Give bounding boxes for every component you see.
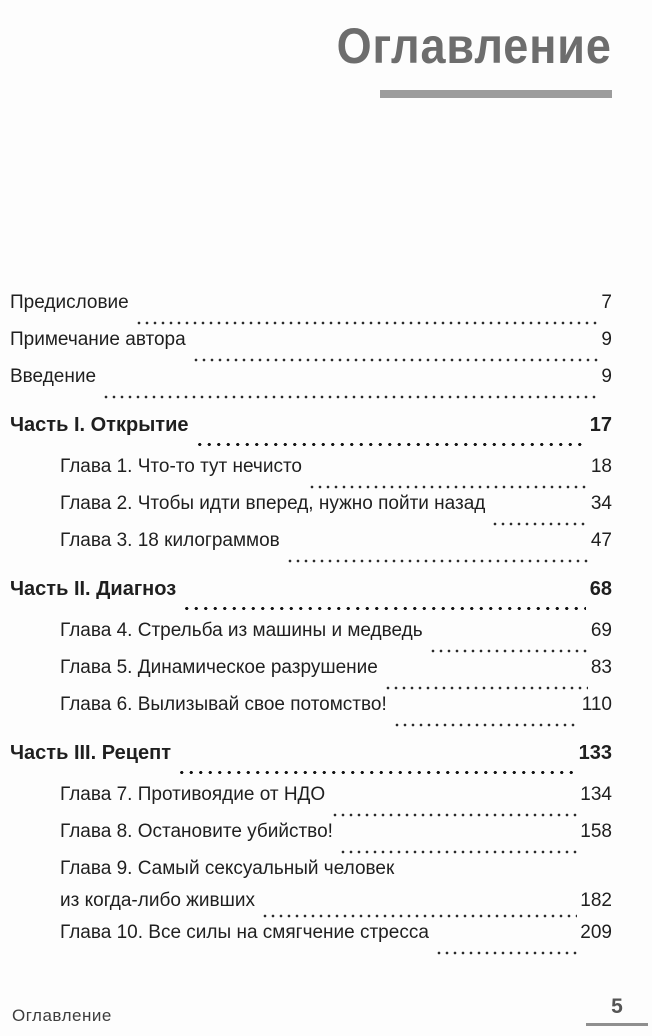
page-title: Оглавление bbox=[336, 18, 612, 74]
dot-leader bbox=[393, 723, 579, 727]
toc-entry-label: Глава 2. Чтобы идти вперед, нужно пойти назад bbox=[60, 493, 486, 514]
toc-part-3-heading bbox=[10, 742, 612, 779]
toc-entry-page: 83 bbox=[590, 657, 612, 678]
toc-entry-page: 158 bbox=[580, 821, 612, 842]
toc-entry-authors-note bbox=[10, 329, 612, 366]
title-rule bbox=[380, 90, 612, 98]
toc-entry-chapter-1 bbox=[60, 456, 612, 493]
toc-entry-preface bbox=[10, 292, 612, 329]
toc-entry-page: 110 bbox=[581, 694, 612, 715]
dot-leader bbox=[429, 649, 588, 653]
dot-leader bbox=[182, 606, 586, 611]
toc-entry-label: Глава 1. Что-то тут нечисто bbox=[60, 456, 302, 477]
toc-entry-label: Глава 8. Остановите убийство! bbox=[60, 821, 333, 842]
toc-entry-chapter-10 bbox=[60, 922, 612, 959]
toc-entry-label-continuation: из когда-либо живших bbox=[60, 890, 255, 911]
toc-entry-chapter-4 bbox=[60, 620, 612, 657]
toc-entry-chapter-9-line1 bbox=[60, 858, 612, 890]
dot-leader bbox=[177, 770, 575, 775]
toc-part-page: 68 bbox=[589, 578, 612, 600]
toc-part-1-heading bbox=[10, 414, 612, 451]
toc-entry-chapter-9-line2 bbox=[60, 890, 612, 922]
toc-part-2-chapters bbox=[10, 620, 612, 731]
dot-leader bbox=[339, 850, 577, 854]
footer-page-number: 5 bbox=[586, 995, 648, 1026]
toc-entry-label: Глава 5. Динамическое разрушение bbox=[60, 657, 378, 678]
dot-leader bbox=[195, 442, 586, 447]
toc-entry-chapter-3 bbox=[60, 530, 612, 567]
toc-part-label: Часть III. Рецепт bbox=[10, 742, 171, 764]
dot-leader bbox=[192, 358, 599, 362]
toc-entry-label: Глава 10. Все силы на смягчение стресса bbox=[60, 922, 429, 943]
toc-entry-label: Глава 6. Вылизывай свое потомство! bbox=[60, 694, 387, 715]
toc-entry-page: 9 bbox=[601, 329, 612, 350]
page-footer bbox=[12, 995, 648, 1026]
toc-entry-chapter-7 bbox=[60, 784, 612, 821]
dot-leader bbox=[102, 395, 598, 399]
dot-leader bbox=[331, 813, 577, 817]
toc-entry-page: 182 bbox=[580, 890, 612, 911]
dot-leader bbox=[286, 559, 588, 563]
toc-entry-label: Глава 4. Стрельба из машины и медведь bbox=[60, 620, 423, 641]
toc-part-page: 133 bbox=[578, 742, 612, 764]
page-header bbox=[306, 16, 612, 98]
toc-entry-label: Примечание автора bbox=[10, 329, 186, 350]
toc-entry-introduction bbox=[10, 366, 612, 403]
dot-leader bbox=[384, 686, 588, 690]
toc-part-1-chapters bbox=[10, 456, 612, 567]
toc-entry-label: Глава 9. Самый сексуальный человек bbox=[60, 858, 395, 879]
toc-entry-page: 47 bbox=[590, 530, 612, 551]
toc-entry-page: 34 bbox=[590, 493, 612, 514]
footer-running-title: Оглавление bbox=[12, 1006, 112, 1025]
toc-entry-page: 134 bbox=[580, 784, 612, 805]
toc-part-label: Часть II. Диагноз bbox=[10, 578, 177, 600]
dot-leader bbox=[435, 951, 577, 955]
toc-entry-chapter-8 bbox=[60, 821, 612, 858]
toc-entry-page: 69 bbox=[590, 620, 612, 641]
dot-leader bbox=[261, 914, 577, 918]
toc-entry-label: Глава 7. Противоядие от НДО bbox=[60, 784, 326, 805]
toc-entry-page: 18 bbox=[590, 456, 612, 477]
toc-part-3-chapters bbox=[10, 784, 612, 959]
toc-entry-page: 209 bbox=[580, 922, 612, 943]
toc-entry-label: Предисловие bbox=[10, 292, 129, 313]
toc-part-2-heading bbox=[10, 578, 612, 615]
toc-entry-label: Глава 3. 18 килограммов bbox=[60, 530, 280, 551]
toc-entry-chapter-2 bbox=[60, 493, 612, 530]
toc-part-label: Часть I. Открытие bbox=[10, 414, 189, 436]
toc-entry-page: 9 bbox=[601, 366, 612, 387]
toc-part-page: 17 bbox=[589, 414, 612, 436]
toc-entry-page: 7 bbox=[601, 292, 612, 313]
toc-entry-label: Введение bbox=[10, 366, 97, 387]
dot-leader bbox=[135, 321, 599, 325]
toc-entry-chapter-6 bbox=[60, 694, 612, 731]
table-of-contents bbox=[10, 292, 612, 959]
dot-leader bbox=[491, 522, 587, 526]
dot-leader bbox=[308, 485, 588, 489]
toc-entry-chapter-5 bbox=[60, 657, 612, 694]
